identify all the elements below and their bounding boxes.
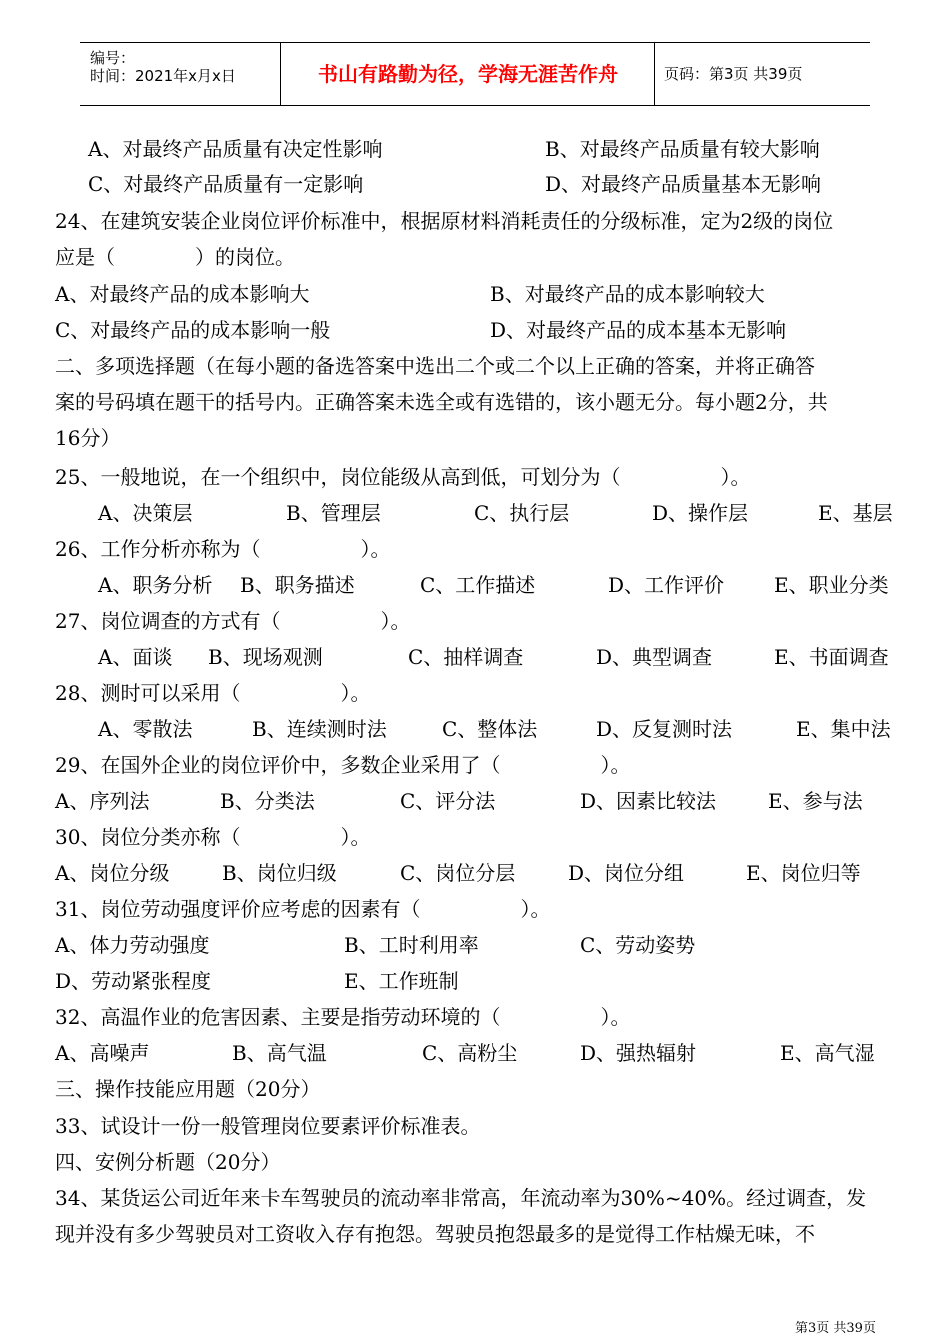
q28-option-e: E、集中法 [796,717,891,741]
section3-heading: 三、操作技能应用题（20分） [55,1077,321,1101]
q25-stem: 25、一般地说，在一个组织中，岗位能级从高到低，可划分为（ ）。 [55,465,751,489]
q30-option-e: E、岗位归等 [746,861,861,885]
q27-option-a: A、面谈 [98,645,173,669]
q29-option-d: D、因素比较法 [580,789,717,813]
q29-option-b: B、分类法 [220,789,315,813]
q27-option-e: E、书面调查 [774,645,889,669]
page-footer: 第3页 共39页 [795,1321,876,1336]
page-header [80,42,870,106]
q25-option-c: C、执行层 [474,501,570,525]
header-meta [80,43,281,105]
q32-option-c: C、高粉尘 [422,1041,518,1065]
q26-option-b: B、职务描述 [240,573,355,597]
q28-option-a: A、零散法 [98,717,193,741]
q34-line2: 现并没有多少驾驶员对工资收入存有抱怨。驾驶员抱怨最多的是觉得工作枯燥无味，不 [55,1222,815,1246]
q23-option-b: B、对最终产品质量有较大影响 [545,137,820,161]
q34-line1: 34、某货运公司近年来卡车驾驶员的流动率非常高，年流动率为30%~40%。经过调查，发 [55,1186,867,1210]
q32-option-d: D、强热辐射 [580,1041,697,1065]
q29-stem: 29、在国外企业的岗位评价中，多数企业采用了（ ）。 [55,753,631,777]
q29-option-c: C、评分法 [400,789,496,813]
q28-option-d: D、反复测时法 [596,717,733,741]
header-time-label: 时间：2021年x月x日 [90,67,236,85]
q28-stem: 28、测时可以采用（ ）。 [55,681,371,705]
q30-option-a: A、岗位分级 [55,861,170,885]
q25-option-b: B、管理层 [286,501,381,525]
q29-option-e: E、参与法 [768,789,863,813]
q27-stem: 27、岗位调查的方式有（ ）。 [55,609,411,633]
section2-heading-line2: 案的号码填在题干的括号内。正确答案未选全或有选错的，该小题无分。每小题2分，共 [55,390,828,414]
q24-stem-line2: 应是（ ）的岗位。 [55,245,295,269]
q24-option-d: D、对最终产品的成本基本无影响 [490,318,787,342]
q23-option-d: D、对最终产品质量基本无影响 [545,172,822,196]
q24-stem-line1: 24、在建筑安装企业岗位评价标准中，根据原材料消耗责任的分级标准，定为2级的岗位 [55,209,834,233]
q27-option-b: B、现场观测 [208,645,323,669]
q31-option-a: A、体力劳动强度 [55,933,210,957]
q32-stem: 32、高温作业的危害因素、主要是指劳动环境的（ ）。 [55,1005,631,1029]
q31-option-d: D、劳动紧张程度 [55,969,212,993]
q31-option-c: C、劳动姿势 [580,933,696,957]
q31-stem: 31、岗位劳动强度评价应考虑的因素有（ ）。 [55,897,551,921]
header-number-label: 编号： [90,49,136,67]
q32-option-e: E、高气湿 [780,1041,875,1065]
q24-option-b: B、对最终产品的成本影响较大 [490,282,765,306]
q26-option-c: C、工作描述 [420,573,536,597]
header-page-label: 页码：第3页 共39页 [664,65,803,83]
q30-option-c: C、岗位分层 [400,861,516,885]
q26-option-a: A、职务分析 [98,573,213,597]
q25-option-d: D、操作层 [652,501,749,525]
q28-option-b: B、连续测时法 [252,717,387,741]
q32-option-b: B、高气温 [232,1041,327,1065]
q24-option-c: C、对最终产品的成本影响一般 [55,318,331,342]
q30-option-b: B、岗位归级 [222,861,337,885]
header-motto: 书山有路勤为径，学海无涯苦作舟 [282,43,655,105]
q27-option-d: D、典型调查 [596,645,713,669]
q31-option-e: E、工作班制 [344,969,459,993]
q26-option-e: E、职业分类 [774,573,889,597]
section2-heading-line1: 二、多项选择题（在每小题的备选答案中选出二个或二个以上正确的答案，并将正确答 [55,354,815,378]
q24-option-a: A、对最终产品的成本影响大 [55,282,310,306]
q32-option-a: A、高噪声 [55,1041,150,1065]
q26-option-d: D、工作评价 [608,573,725,597]
q26-stem: 26、工作分析亦称为（ ）。 [55,537,391,561]
q30-option-d: D、岗位分组 [568,861,685,885]
q25-option-e: E、基层 [818,501,893,525]
q29-option-a: A、序列法 [55,789,150,813]
section2-heading-line3: 16分） [55,426,121,450]
q23-option-a: A、对最终产品质量有决定性影响 [88,137,383,161]
q23-option-c: C、对最终产品质量有一定影响 [88,172,364,196]
q30-stem: 30、岗位分类亦称（ ）。 [55,825,371,849]
q28-option-c: C、整体法 [442,717,538,741]
section4-heading: 四、安例分析题（20分） [55,1150,281,1174]
q27-option-c: C、抽样调查 [408,645,524,669]
q31-option-b: B、工时利用率 [344,933,479,957]
q33-stem: 33、试设计一份一般管理岗位要素评价标准表。 [55,1114,481,1138]
q25-option-a: A、决策层 [98,501,193,525]
